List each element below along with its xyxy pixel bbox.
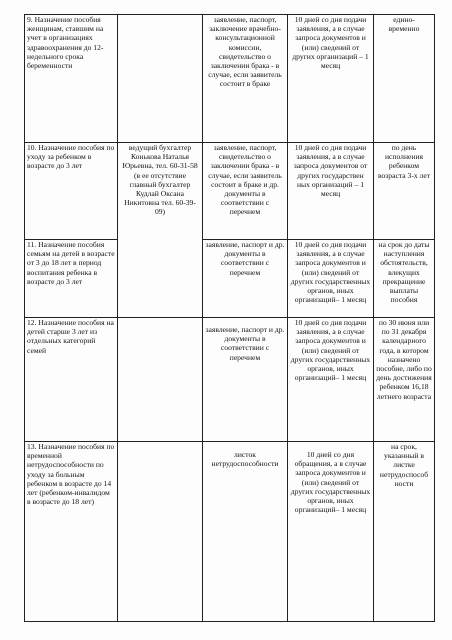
service-text: 9. Назначение пособия женщинам, ставшим на учет в организациях здравоохранения до 12-недельного срока беременности — [27, 15, 104, 71]
validity-text: едино- временно — [388, 15, 420, 34]
service-cell — [25, 318, 118, 442]
responsible-cell-empty — [118, 442, 203, 622]
validity-text: на срок до даты наступления обстоятельств, влекущих прекращение выплаты пособия — [378, 240, 430, 305]
service-cell — [25, 15, 118, 143]
term-cell — [288, 318, 374, 442]
term-cell — [288, 442, 374, 622]
term-cell — [288, 240, 374, 318]
term-text: 10 дней со дня обращения, а в случае запроса документов и (или) сведений от других государственных органов, иных организаций– 1 месяц — [290, 450, 371, 515]
term-cell — [288, 143, 374, 240]
documents-text: заявление, паспорт и др. документы в соответствии с перечнем — [205, 240, 285, 277]
term-cell — [288, 15, 374, 143]
service-text: 12. Назначение пособия на детей старше 3 лет из отдельных категорий семей — [27, 318, 114, 355]
responsible-cell-empty — [118, 318, 203, 442]
documents-cell — [203, 318, 288, 442]
service-text: 10. Назначение пособия по уходу за ребенком в возрасте до 3 лет — [27, 143, 115, 171]
term-text: 10 дней со дня подачи заявления, а в случае запроса документов от других государствен ных организаций – 1 месяц — [293, 143, 368, 199]
validity-text: по 30 июня или по 31 декабря календарного года, в котором назначено пособие, либо по день достижения ребенком 16,18 летнего возраста — [376, 318, 432, 401]
responsible-text: ведущий бухгалтер Конькова Наталья Юрьевна, тел. 60-31-58 (в ее отсутствие главный бухгалтер Кудлай Оксана Никитовна тел. 60-39-09) — [122, 143, 198, 217]
documents-cell — [203, 143, 288, 240]
term-text: 10 дней со дня подачи заявления, а в случае запроса документов и (или) сведений от других организаций – 1 месяц — [292, 15, 369, 71]
documents-cell — [203, 15, 288, 143]
documents-text: заявление, паспорт и др. документы в соответствии с перечнем — [205, 325, 285, 362]
term-text: 10 дней со дня подачи заявления, а в случае запроса документов и (или) сведений от других государственных органов, иных организаций– 1 месяц — [290, 318, 371, 383]
service-cell — [25, 442, 118, 622]
documents-text: заявление, паспорт, заключение врачебно-консультационной комиссии, свидетельство о заключении брака - в случае, если заявитель состоит в браке — [208, 15, 282, 89]
validity-text: по день исполнения ребенком возраста 3-х лет — [377, 143, 431, 180]
documents-text: заявление, паспорт, свидетельство о заключении брака - в случае, если заявитель состоит в браке и др. документы в соответствии с перечнем — [208, 143, 282, 217]
service-text: 13. Назначение пособия по временной нетрудоспособности по уходу за больным ребенком в возрасте до 14 лет (ребенком-инвалидом в возрасте до 18 лет) — [27, 442, 115, 507]
table-row — [25, 143, 435, 240]
validity-cell — [374, 442, 435, 622]
documents-cell — [203, 442, 288, 622]
validity-cell — [374, 240, 435, 318]
validity-cell — [374, 143, 435, 240]
service-text: 11. Назначение пособия семьям на детей в возрасте от 3 до 18 лет в период воспитания ребенка в возрасте до 3 лет — [27, 240, 115, 286]
validity-cell — [374, 318, 435, 442]
documents-text: листок нетрудоспособности — [211, 450, 279, 469]
documents-cell — [203, 240, 288, 318]
term-text: 10 дней со дня подачи заявления, а в случае запроса документов и (или) сведений от других государственных органов, иных организаций– 1 месяц — [290, 240, 371, 305]
procedures-table — [24, 14, 435, 622]
table-row — [25, 442, 435, 622]
validity-text: на срок, указанный в листке нетрудоспособ ности — [379, 442, 429, 488]
service-cell — [25, 240, 118, 318]
table-row — [25, 318, 435, 442]
table-row — [25, 15, 435, 143]
table-row — [25, 240, 435, 318]
service-cell — [25, 143, 118, 240]
responsible-cell — [118, 143, 203, 318]
responsible-cell-empty — [118, 15, 203, 143]
validity-cell — [374, 15, 435, 143]
